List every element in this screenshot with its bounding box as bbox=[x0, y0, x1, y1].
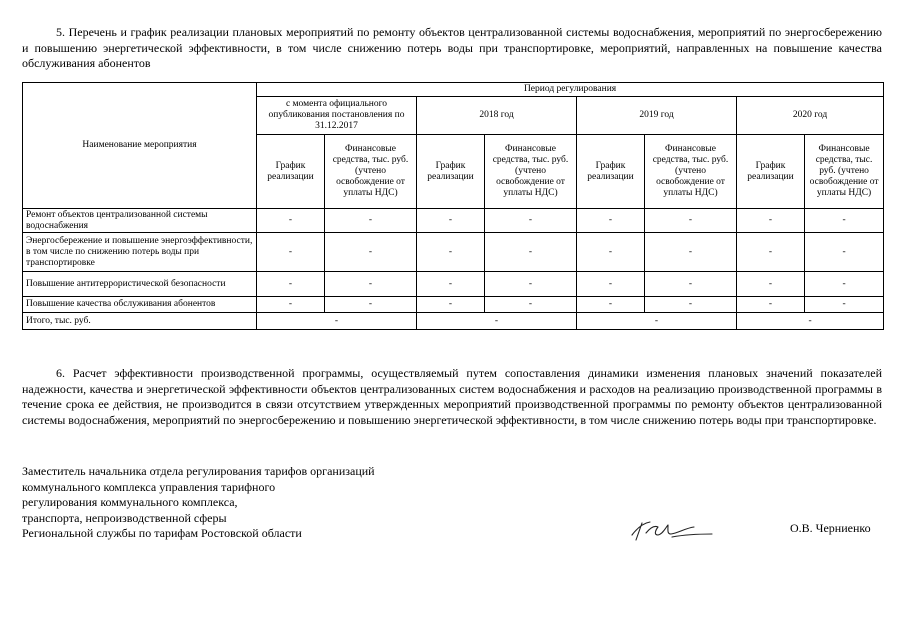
signatory-position bbox=[22, 464, 442, 542]
total-row bbox=[23, 313, 884, 330]
table-cell: - bbox=[325, 272, 417, 297]
subheader-finance: Финансовые средства, тыс. руб. (учтено освобождение от уплаты НДС) bbox=[485, 135, 577, 209]
total-cell: - bbox=[417, 313, 577, 330]
table-cell: - bbox=[257, 233, 325, 272]
period-2018: 2018 год bbox=[417, 97, 577, 135]
table-cell: - bbox=[737, 297, 805, 313]
table-cell: - bbox=[485, 233, 577, 272]
table-row bbox=[23, 272, 884, 297]
signatory-line: Региональной службы по тарифам Ростовской области bbox=[22, 526, 302, 540]
table-row bbox=[23, 233, 884, 272]
subheader-finance: Финансовые средства, тыс. руб. (учтено освобождение от уплаты НДС) bbox=[645, 135, 737, 209]
signatory-line: коммунального комплекса управления тарифного bbox=[22, 479, 276, 494]
subheader-schedule: График реализации bbox=[577, 135, 645, 209]
table-cell: - bbox=[485, 209, 577, 233]
table-cell: - bbox=[325, 209, 417, 233]
table-cell: - bbox=[577, 233, 645, 272]
total-label: Итого, тыс. руб. bbox=[23, 313, 257, 330]
signatory-line: транспорта, непроизводственной сферы bbox=[22, 510, 227, 525]
table-cell: - bbox=[257, 297, 325, 313]
total-cell: - bbox=[257, 313, 417, 330]
table-cell: - bbox=[417, 233, 485, 272]
table-cell: - bbox=[485, 297, 577, 313]
row-name: Повышение качества обслуживания абонентов bbox=[23, 297, 257, 313]
table-cell: - bbox=[577, 209, 645, 233]
period-official: с момента официального опубликования постановления по 31.12.2017 bbox=[257, 97, 417, 135]
row-name: Энергосбережение и повышение энергоэффективности, в том числе по снижению потерь воды при транспортировке bbox=[23, 233, 257, 272]
row-name: Ремонт объектов централизованной системы водоснабжения bbox=[23, 209, 257, 233]
activities-table bbox=[22, 82, 884, 330]
signatory-line: Заместитель начальника отдела регулирования тарифов организаций bbox=[22, 464, 375, 478]
period-2020: 2020 год bbox=[737, 97, 884, 135]
table-cell: - bbox=[805, 233, 884, 272]
table-cell: - bbox=[805, 272, 884, 297]
table-cell: - bbox=[485, 272, 577, 297]
table-cell: - bbox=[805, 297, 884, 313]
table-cell: - bbox=[805, 209, 884, 233]
table-cell: - bbox=[325, 297, 417, 313]
table-cell: - bbox=[645, 297, 737, 313]
total-cell: - bbox=[577, 313, 737, 330]
table-cell: - bbox=[257, 209, 325, 233]
table-cell: - bbox=[737, 209, 805, 233]
subheader-finance: Финансовые средства, тыс. руб. (учтено освобождение от уплаты НДС) bbox=[805, 135, 884, 209]
table-cell: - bbox=[417, 272, 485, 297]
subheader-schedule: График реализации bbox=[737, 135, 805, 209]
subheader-schedule: График реализации bbox=[257, 135, 325, 209]
handwritten-signature bbox=[628, 513, 718, 543]
table-cell: - bbox=[325, 233, 417, 272]
period-2019: 2019 год bbox=[577, 97, 737, 135]
subheader-finance: Финансовые средства, тыс. руб. (учтено освобождение от уплаты НДС) bbox=[325, 135, 417, 209]
section-6-paragraph: 6. Расчет эффективности производственной программы, осуществляемый путем сопоставления динамики изменения плановых значений показателей надежности, качества и энергетической эффективности объектов централизованных систем водоснабжения и расходов на реализацию производственной программы в течение срока ее действия, не производится в связи отсутствием утвержденных мероприятий производственной программы по ремонту объектов централизованной системы водоснабжения, мероприятий по энергосбережению и повышению энергетической эффективности, в том числе снижению потерь воды при транспортировке. bbox=[22, 366, 882, 427]
table-cell: - bbox=[645, 209, 737, 233]
period-header: Период регулирования bbox=[257, 83, 884, 97]
table-cell: - bbox=[737, 233, 805, 272]
signatory-line: регулирования коммунального комплекса, bbox=[22, 495, 238, 509]
table-cell: - bbox=[257, 272, 325, 297]
table-cell: - bbox=[645, 233, 737, 272]
table-cell: - bbox=[645, 272, 737, 297]
subheader-schedule: График реализации bbox=[417, 135, 485, 209]
table-cell: - bbox=[577, 272, 645, 297]
section-5-heading: 5. Перечень и график реализации плановых мероприятий по ремонту объектов централизованной системы водоснабжения, мероприятий по энергосбережению и повышению энергетической эффективности, в том числе снижению потерь воды при транспортировке, мероприятий, направленных на повышение качества обслуживания абонентов bbox=[22, 25, 882, 70]
table-cell: - bbox=[417, 297, 485, 313]
table-cell: - bbox=[737, 272, 805, 297]
table-row bbox=[23, 297, 884, 313]
table-cell: - bbox=[417, 209, 485, 233]
total-cell: - bbox=[737, 313, 884, 330]
column-header-name: Наименование мероприятия bbox=[23, 83, 257, 209]
row-name: Повышение антитеррористической безопасности bbox=[23, 272, 257, 297]
table-cell: - bbox=[577, 297, 645, 313]
table-row bbox=[23, 209, 884, 233]
signatory-name: О.В. Черниенко bbox=[790, 521, 871, 535]
